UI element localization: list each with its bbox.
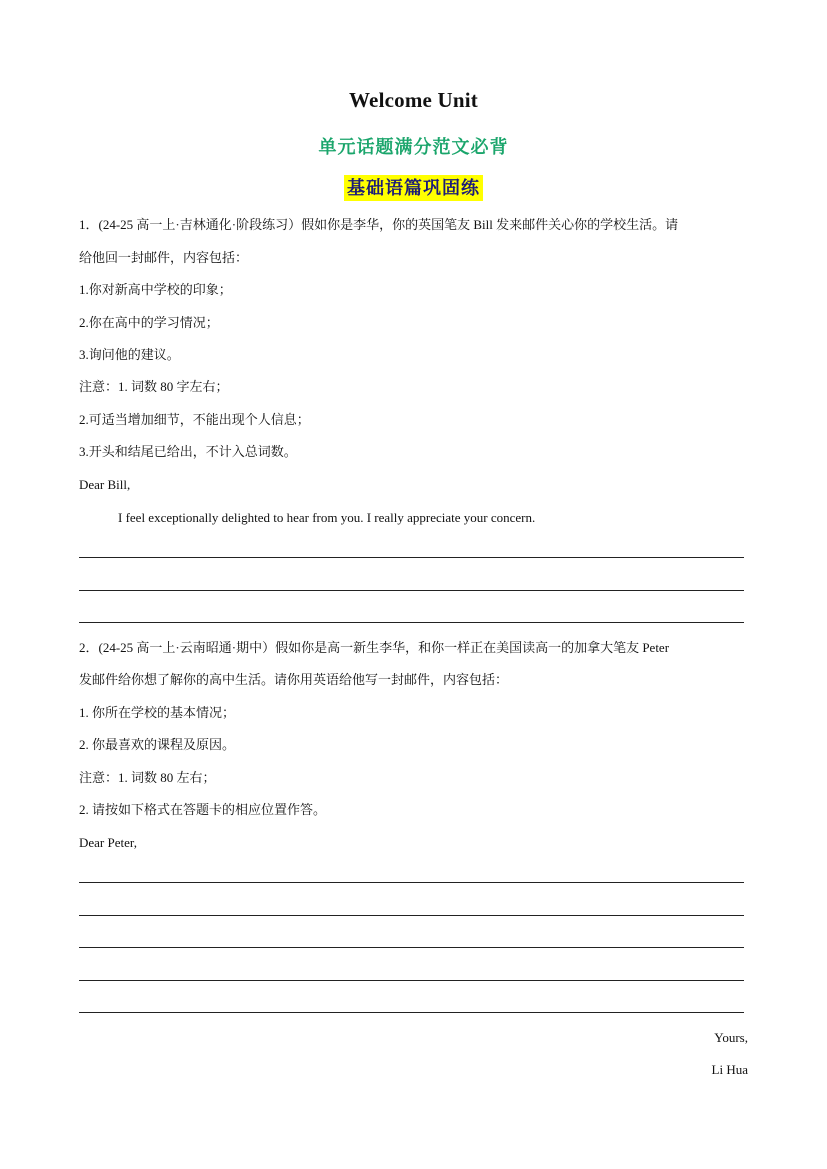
q1-prompt-line1: 1．(24-25 高一上·吉林通化·阶段练习）假如你是李华，你的英国笔友 Bill 发来邮件关心你的学校生活。请: [79, 217, 679, 232]
q2-answer-line: [79, 882, 744, 883]
q1-note-3: 3.开头和结尾已给出，不计入总词数。: [79, 444, 297, 459]
q1-answer-line: [79, 557, 744, 558]
q1-requirement-3: 3.询问他的建议。: [79, 347, 180, 362]
q1-note-2: 2.可适当增加细节，不能出现个人信息；: [79, 412, 310, 427]
q1-answer-line: [79, 590, 744, 591]
q2-answer-line: [79, 947, 744, 948]
q1-answer-line: [79, 622, 744, 623]
section-header: [0, 175, 827, 201]
q2-answer-line: [79, 1012, 744, 1013]
q2-answer-line: [79, 980, 744, 981]
page-subtitle: 单元话题满分范文必背: [318, 137, 509, 157]
q2-note-2: 2. 请按如下格式在答题卡的相应位置作答。: [79, 802, 327, 817]
q1-prompt-line2: 给他回一封邮件，内容包括：: [79, 250, 249, 265]
q2-prompt-line1: 2．(24-25 高一上·云南昭通·期中）假如你是高一新生李华，和你一样正在美国读高一的加拿大笔友 Peter: [79, 640, 670, 655]
q1-requirement-1: 1.你对新高中学校的印象；: [79, 282, 232, 297]
q1-note-1: 注意：1. 词数 80 字左右；: [79, 379, 229, 394]
page-title: Welcome Unit: [349, 88, 478, 112]
q2-answer-line: [79, 915, 744, 916]
q1-greeting: Dear Bill,: [79, 477, 131, 492]
section-label: 基础语篇巩固练: [344, 175, 483, 201]
q2-greeting: Dear Peter,: [79, 835, 137, 850]
q2-prompt-line2: 发邮件给你想了解你的高中生活。请你用英语给他写一封邮件，内容包括：: [79, 672, 509, 687]
q1-requirement-2: 2.你在高中的学习情况；: [79, 315, 219, 330]
q2-requirement-1: 1. 你所在学校的基本情况；: [79, 705, 236, 720]
q1-opening-sentence: I feel exceptionally delighted to hear from you. I really appreciate your concern.: [118, 510, 536, 525]
q2-closing: Yours,: [714, 1030, 748, 1045]
q2-requirement-2: 2. 你最喜欢的课程及原因。: [79, 737, 236, 752]
q2-signature: Li Hua: [711, 1062, 748, 1077]
q2-note-1: 注意：1. 词数 80 左右；: [79, 770, 216, 785]
